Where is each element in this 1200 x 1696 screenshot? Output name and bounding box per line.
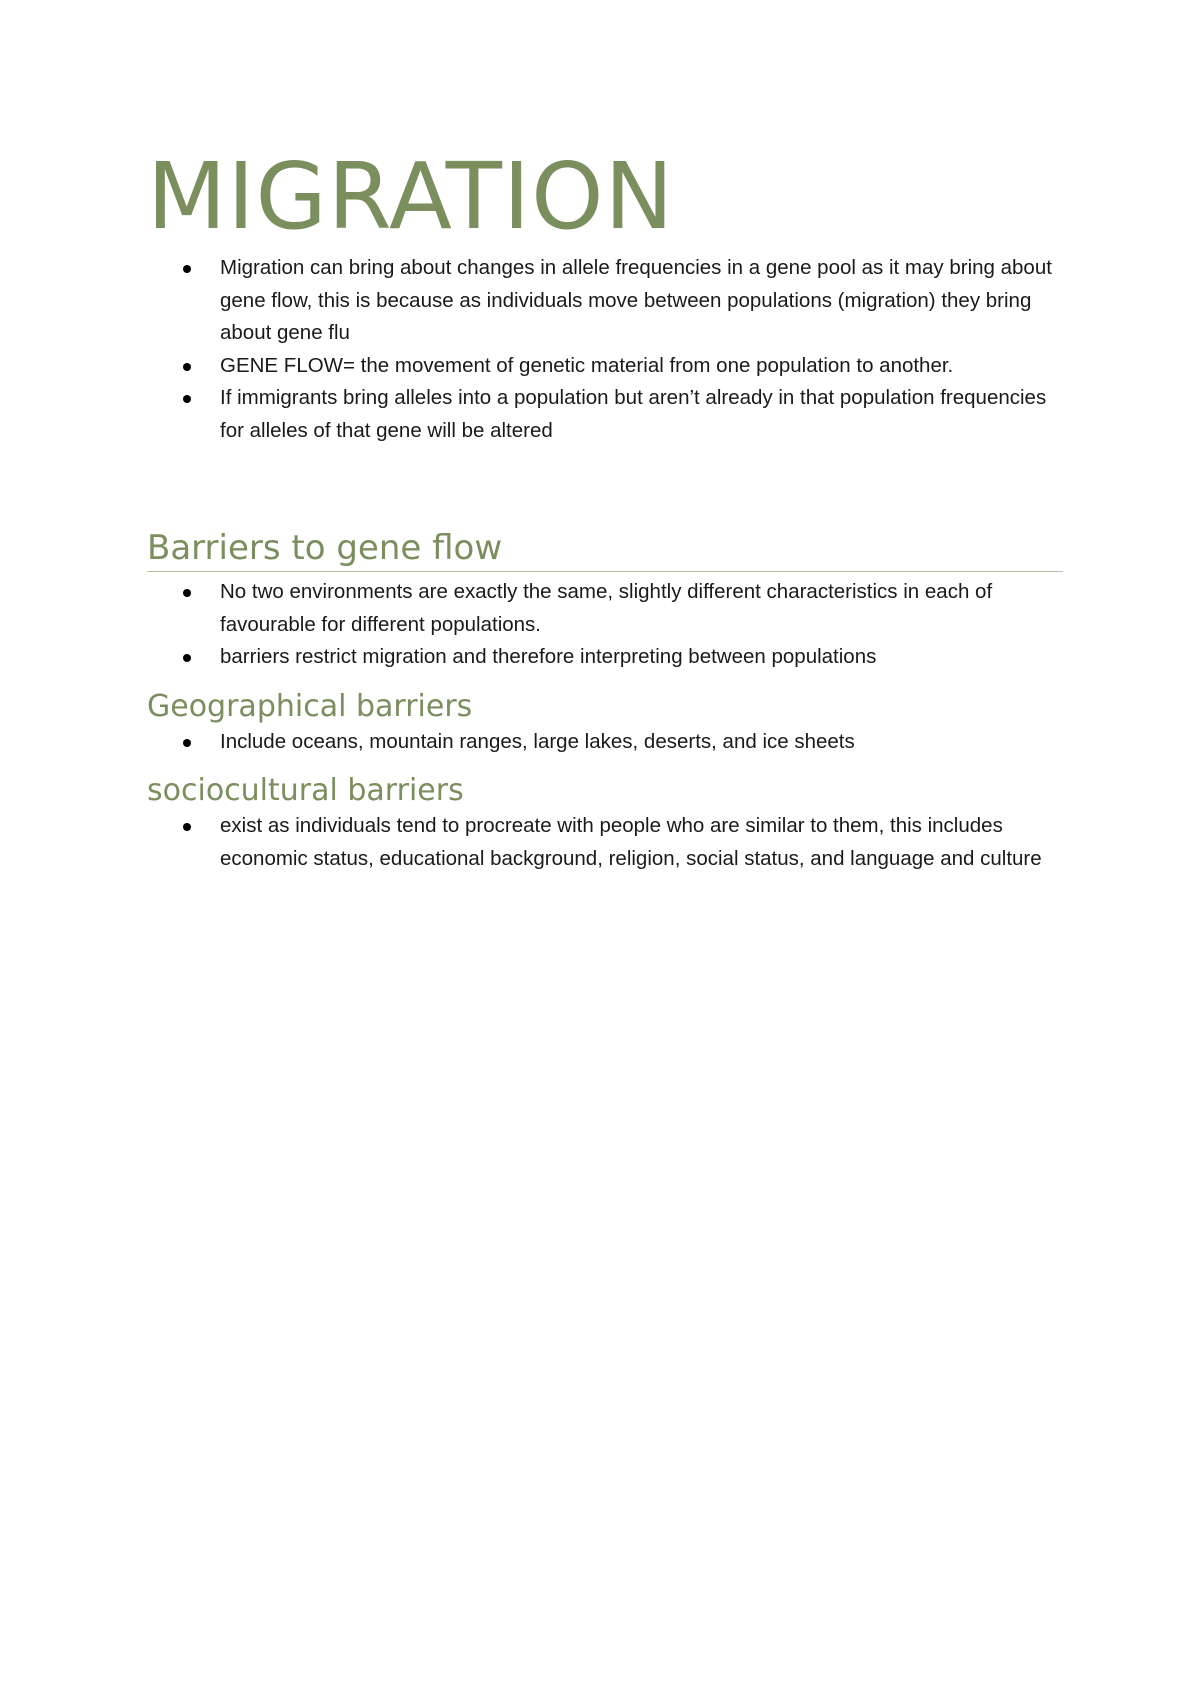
list-item — [147, 252, 1063, 350]
bullet-icon — [183, 363, 191, 371]
list-item-text: GENE FLOW= the movement of genetic material from one population to another. — [220, 353, 954, 377]
section-heading: Barriers to gene flow — [147, 528, 503, 568]
list-item — [147, 382, 1063, 447]
list-item — [147, 576, 1063, 641]
list-item — [147, 641, 1063, 674]
bullet-icon — [183, 265, 191, 273]
section-geographical-barriers — [147, 688, 1063, 759]
bullet-icon — [183, 654, 191, 662]
section-bullet-list — [147, 576, 1063, 674]
list-item — [147, 810, 1063, 875]
section-sociocultural-barriers — [147, 772, 1063, 875]
section-bullet-list — [147, 810, 1063, 875]
list-item-text: Migration can bring about changes in allele frequencies in a gene pool as it may bring about gene flow, this is because as individuals move between populations (migration) they bring about gene flu — [220, 256, 1052, 344]
list-item — [147, 350, 1063, 383]
list-item-text: No two environments are exactly the same, slightly different characteristics in each of favourable for different populations. — [220, 580, 993, 636]
heading-underline — [147, 571, 1063, 572]
list-item-text: barriers restrict migration and therefore interpreting between populations — [220, 645, 877, 668]
section-barriers-to-gene-flow — [147, 527, 1063, 674]
subsection-heading: sociocultural barriers — [147, 773, 464, 808]
list-item-text: exist as individuals tend to procreate with people who are similar to them, this includes economic status, educational background, religion, social status, and language and culture — [220, 814, 1042, 870]
list-item-text: If immigrants bring alleles into a population but aren’t already in that population frequencies for alleles of that gene will be altered — [220, 386, 1047, 442]
intro-bullet-list — [147, 252, 1063, 447]
section-bullet-list — [147, 726, 1063, 759]
document-content — [147, 142, 1063, 875]
bullet-icon — [183, 395, 191, 403]
bullet-icon — [183, 823, 191, 831]
list-item-text: Include oceans, mountain ranges, large lakes, deserts, and ice sheets — [220, 729, 855, 753]
subsection-heading: Geographical barriers — [147, 688, 473, 724]
bullet-icon — [183, 739, 191, 747]
list-item — [147, 726, 1063, 759]
document-title: MIGRATION — [147, 143, 675, 250]
bullet-icon — [183, 589, 191, 597]
